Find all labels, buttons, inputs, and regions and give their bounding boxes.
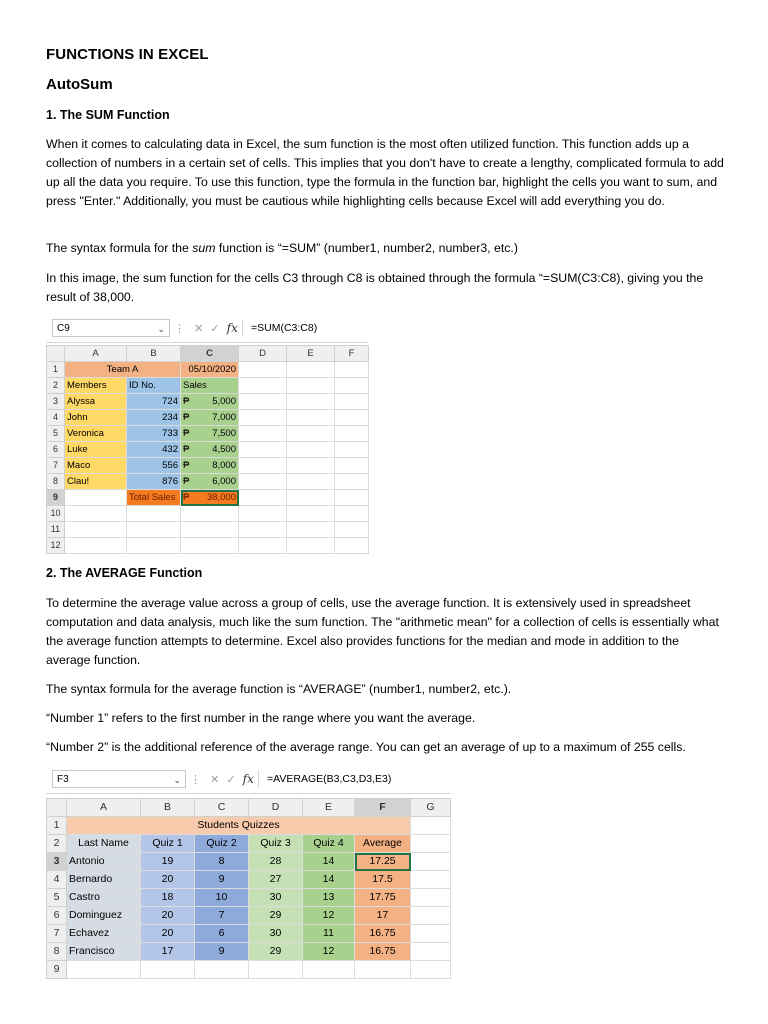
id-header-cell[interactable]: ID No. (127, 378, 181, 394)
row-header[interactable]: 7 (47, 458, 65, 474)
row-header[interactable]: 8 (47, 474, 65, 490)
sales-value: 7,500 (212, 428, 236, 439)
table-row (47, 835, 451, 853)
row-header[interactable]: 1 (47, 817, 67, 835)
average-header-cell[interactable]: Average (355, 835, 411, 853)
sales-header-cell[interactable]: Sales (181, 378, 239, 394)
peso-sign: ₱ (183, 492, 190, 503)
quiz3-cell[interactable]: 29 (249, 907, 303, 925)
row-header[interactable]: 12 (47, 538, 65, 554)
sales-cell[interactable] (181, 474, 239, 490)
column-header-row (47, 346, 369, 362)
cell[interactable] (65, 522, 127, 538)
column-header-d[interactable]: D (249, 799, 303, 817)
table-row (47, 474, 369, 490)
column-header-f[interactable]: F (335, 346, 369, 362)
cell[interactable] (65, 490, 127, 506)
quiz1-cell[interactable]: 20 (141, 925, 195, 943)
table-row (47, 490, 369, 506)
enter-check-icon[interactable]: ✓ (210, 323, 220, 335)
average-cell[interactable]: 17.5 (355, 871, 411, 889)
table-row (47, 943, 451, 961)
name-box-value: F3 (57, 774, 69, 785)
last-name-cell[interactable]: Castro (67, 889, 141, 907)
cell[interactable] (411, 835, 451, 853)
cell[interactable] (195, 961, 249, 979)
formula-bar (46, 315, 368, 343)
quiz4-cell[interactable]: 11 (303, 925, 355, 943)
row-header[interactable]: 9 (47, 490, 65, 506)
cancel-icon[interactable]: ✕ (210, 774, 220, 786)
member-name-cell[interactable]: Luke (65, 442, 127, 458)
section-subtitle-autosum: AutoSum (46, 76, 113, 93)
quiz1-cell[interactable]: 20 (141, 871, 195, 889)
cell[interactable] (411, 871, 451, 889)
sales-value: 8,000 (212, 460, 236, 471)
sales-cell[interactable] (181, 410, 239, 426)
column-header-b[interactable]: B (127, 346, 181, 362)
cell[interactable] (411, 961, 451, 979)
row-header[interactable]: 8 (47, 943, 67, 961)
row-header[interactable]: 2 (47, 378, 65, 394)
date-cell[interactable]: 05/10/2020 (181, 362, 239, 378)
quiz4-cell[interactable]: 14 (303, 853, 355, 871)
table-row (47, 394, 369, 410)
name-box-value: C9 (57, 323, 70, 334)
average-grid (46, 798, 451, 979)
total-value: 38,000 (206, 492, 236, 503)
row-header[interactable]: 3 (47, 394, 65, 410)
cell[interactable] (287, 490, 335, 506)
column-header-e[interactable]: E (303, 799, 355, 817)
row-header[interactable]: 5 (47, 426, 65, 442)
cell[interactable] (287, 458, 335, 474)
insert-function-icon[interactable]: fx (226, 321, 238, 335)
cell[interactable] (239, 394, 287, 410)
column-header-g[interactable]: G (411, 799, 451, 817)
average-cell[interactable]: 17 (355, 907, 411, 925)
cell[interactable] (65, 538, 127, 554)
cell[interactable] (239, 490, 287, 506)
average-paragraph-1: To determine the average value across a group of cells, use the average function. It is extensively used in spreadsheet computation and data analysis, much like the sum function. The "arithmetic mean" for a collection of cells is essentially what the average function attempts to determine. Excel also provides functions for the median and mode in addition to the average function. (46, 596, 719, 667)
chevron-down-icon[interactable]: ⌄ (173, 775, 181, 785)
id-cell[interactable]: 234 (127, 410, 181, 426)
table-row (47, 925, 451, 943)
cell[interactable] (335, 474, 369, 490)
cell[interactable] (335, 362, 369, 378)
cell[interactable] (287, 378, 335, 394)
sum-syntax-paragraph (46, 239, 726, 258)
cell[interactable] (181, 538, 239, 554)
team-cell[interactable]: Team A (65, 362, 181, 378)
cell[interactable] (335, 506, 369, 522)
formula-input[interactable]: =SUM(C3:C8) (242, 319, 371, 337)
average-heading: 2. The AVERAGE Function (46, 566, 203, 580)
average-cell[interactable]: 16.75 (355, 943, 411, 961)
cell[interactable] (67, 961, 141, 979)
cell[interactable] (287, 426, 335, 442)
total-sales-value-cell[interactable] (181, 490, 239, 506)
cell[interactable] (127, 538, 181, 554)
row-header[interactable]: 5 (47, 889, 67, 907)
table-row (47, 442, 369, 458)
id-cell[interactable]: 733 (127, 426, 181, 442)
peso-sign: ₱ (183, 412, 190, 423)
row-header[interactable]: 4 (47, 410, 65, 426)
average-cell-selected[interactable]: 17.25 (355, 853, 411, 871)
sum-spreadsheet-screenshot (46, 315, 368, 551)
table-row (47, 522, 369, 538)
table-row (47, 378, 369, 394)
quiz1-cell[interactable]: 18 (141, 889, 195, 907)
quiz2-header-cell[interactable]: Quiz 2 (195, 835, 249, 853)
id-cell[interactable]: 556 (127, 458, 181, 474)
row-header[interactable]: 4 (47, 871, 67, 889)
quiz2-cell[interactable]: 8 (195, 853, 249, 871)
sum-syntax-after: function is “=SUM” (number1, number2, number3, etc.) (215, 241, 518, 255)
cell[interactable] (239, 458, 287, 474)
id-cell[interactable]: 876 (127, 474, 181, 490)
quiz1-header-cell[interactable]: Quiz 1 (141, 835, 195, 853)
quiz2-cell[interactable]: 9 (195, 871, 249, 889)
sales-cell[interactable] (181, 394, 239, 410)
member-name-cell[interactable]: Veronica (65, 426, 127, 442)
quiz2-cell[interactable]: 7 (195, 907, 249, 925)
row-header[interactable]: 6 (47, 907, 67, 925)
cell[interactable] (287, 394, 335, 410)
last-name-cell[interactable]: Francisco (67, 943, 141, 961)
sales-cell[interactable] (181, 458, 239, 474)
cell[interactable] (411, 817, 451, 835)
cell[interactable] (335, 458, 369, 474)
quiz3-cell[interactable]: 27 (249, 871, 303, 889)
quiz3-header-cell[interactable]: Quiz 3 (249, 835, 303, 853)
quiz4-cell[interactable]: 12 (303, 907, 355, 925)
cell[interactable] (335, 538, 369, 554)
table-row (47, 506, 369, 522)
document-title: FUNCTIONS IN EXCEL (46, 46, 209, 63)
sales-value: 6,000 (212, 476, 236, 487)
column-header-b[interactable]: B (141, 799, 195, 817)
member-name-cell[interactable]: Maco (65, 458, 127, 474)
cancel-icon[interactable]: ✕ (194, 323, 204, 335)
cell[interactable] (239, 442, 287, 458)
members-header-cell[interactable]: Members (65, 378, 127, 394)
table-row (47, 853, 451, 871)
more-options-icon: ⋮ (174, 323, 185, 335)
cell[interactable] (335, 394, 369, 410)
row-header[interactable]: 11 (47, 522, 65, 538)
average-cell[interactable]: 17.75 (355, 889, 411, 907)
average-paragraph-4: “Number 2” is the additional reference of the average range. You can get an average of up to a maximum of 255 cells. (46, 740, 686, 754)
cell[interactable] (239, 426, 287, 442)
cell[interactable] (127, 506, 181, 522)
last-name-cell[interactable]: Bernardo (67, 871, 141, 889)
table-row (47, 817, 451, 835)
chevron-down-icon[interactable]: ⌄ (157, 324, 165, 334)
peso-sign: ₱ (183, 428, 190, 439)
column-header-d[interactable]: D (239, 346, 287, 362)
table-row (47, 889, 451, 907)
quiz3-cell[interactable]: 28 (249, 853, 303, 871)
table-row (47, 426, 369, 442)
table-row (47, 907, 451, 925)
name-box[interactable] (52, 770, 186, 788)
quiz1-cell[interactable]: 17 (141, 943, 195, 961)
column-header-row (47, 799, 451, 817)
peso-sign: ₱ (183, 476, 190, 487)
sum-paragraph-1: When it comes to calculating data in Excel, the sum function is the most often utilized function. This function adds up a collection of numbers in a certain set of cells. This implies that you don't have to create a lengthy, complicated formula to add up all the data you require. To use this function, type the formula in the function bar, highlight the cells you want to sum, and press "Enter." Additionally, you must be cautious while highlighting cells because Excel will add everything you do. (46, 137, 724, 208)
table-row (47, 410, 369, 426)
cell[interactable] (287, 474, 335, 490)
sales-cell[interactable] (181, 442, 239, 458)
select-all-corner[interactable] (47, 799, 67, 817)
formula-input[interactable]: =AVERAGE(B3,C3,D3,E3) (258, 770, 453, 788)
peso-sign: ₱ (183, 396, 190, 407)
id-cell[interactable]: 724 (127, 394, 181, 410)
cell[interactable] (65, 506, 127, 522)
quiz3-cell[interactable]: 30 (249, 889, 303, 907)
sum-heading: 1. The SUM Function (46, 108, 170, 122)
last-name-cell[interactable]: Dominguez (67, 907, 141, 925)
cell[interactable] (239, 522, 287, 538)
id-cell[interactable]: 432 (127, 442, 181, 458)
quiz2-cell[interactable]: 6 (195, 925, 249, 943)
cell[interactable] (239, 410, 287, 426)
cell[interactable] (239, 474, 287, 490)
average-cell[interactable]: 16.75 (355, 925, 411, 943)
row-header[interactable]: 2 (47, 835, 67, 853)
cell[interactable] (239, 506, 287, 522)
cell[interactable] (411, 925, 451, 943)
row-header[interactable]: 9 (47, 961, 67, 979)
cell[interactable] (287, 506, 335, 522)
quiz1-cell[interactable]: 20 (141, 907, 195, 925)
sum-syntax-before: The syntax formula for the (46, 241, 193, 255)
table-row (47, 871, 451, 889)
cell[interactable] (181, 522, 239, 538)
cell[interactable] (411, 853, 451, 871)
cell[interactable] (127, 522, 181, 538)
quiz3-cell[interactable]: 30 (249, 925, 303, 943)
formula-bar-icons (174, 319, 238, 338)
column-header-c[interactable]: C (195, 799, 249, 817)
cell[interactable] (287, 442, 335, 458)
column-header-a[interactable]: A (67, 799, 141, 817)
table-row (47, 538, 369, 554)
students-quizzes-title-cell[interactable]: Students Quizzes (67, 817, 411, 835)
sales-cell[interactable] (181, 426, 239, 442)
select-all-corner[interactable] (47, 346, 65, 362)
quiz2-cell[interactable]: 10 (195, 889, 249, 907)
quiz4-cell[interactable]: 13 (303, 889, 355, 907)
cell[interactable] (239, 362, 287, 378)
quiz4-cell[interactable]: 12 (303, 943, 355, 961)
row-header[interactable]: 10 (47, 506, 65, 522)
sales-value: 7,000 (212, 412, 236, 423)
table-row (47, 961, 451, 979)
last-name-cell[interactable]: Antonio (67, 853, 141, 871)
cell[interactable] (411, 889, 451, 907)
formula-bar-icons (190, 770, 254, 789)
column-header-a[interactable]: A (65, 346, 127, 362)
total-sales-label-cell[interactable]: Total Sales (127, 490, 181, 506)
cell[interactable] (249, 961, 303, 979)
average-paragraph-2: The syntax formula for the average function is “AVERAGE” (number1, number2, etc.). (46, 682, 512, 696)
cell[interactable] (335, 378, 369, 394)
sales-value: 4,500 (212, 444, 236, 455)
name-box[interactable] (52, 319, 170, 337)
last-name-header-cell[interactable]: Last Name (67, 835, 141, 853)
column-header-e[interactable]: E (287, 346, 335, 362)
average-paragraph-3: “Number 1” refers to the first number in the range where you want the average. (46, 711, 476, 725)
last-name-cell[interactable]: Echavez (67, 925, 141, 943)
formula-bar (46, 766, 450, 794)
cell[interactable] (287, 522, 335, 538)
sum-grid (46, 345, 369, 554)
peso-sign: ₱ (183, 444, 190, 455)
quiz2-cell[interactable]: 9 (195, 943, 249, 961)
insert-function-icon[interactable]: fx (242, 772, 254, 786)
member-name-cell[interactable]: Alyssa (65, 394, 127, 410)
cell[interactable] (411, 907, 451, 925)
row-header[interactable]: 7 (47, 925, 67, 943)
cell[interactable] (141, 961, 195, 979)
cell[interactable] (239, 378, 287, 394)
row-header[interactable]: 6 (47, 442, 65, 458)
column-header-f[interactable]: F (355, 799, 411, 817)
table-row (47, 362, 369, 378)
peso-sign: ₱ (183, 460, 190, 471)
row-header[interactable]: 1 (47, 362, 65, 378)
average-spreadsheet-screenshot (46, 766, 450, 974)
cell[interactable] (411, 943, 451, 961)
cell[interactable] (335, 490, 369, 506)
cell[interactable] (239, 538, 287, 554)
cell[interactable] (335, 410, 369, 426)
cell[interactable] (335, 426, 369, 442)
row-header[interactable]: 3 (47, 853, 67, 871)
quiz3-cell[interactable]: 29 (249, 943, 303, 961)
quiz4-cell[interactable]: 14 (303, 871, 355, 889)
sum-syntax-emphasis: sum (192, 241, 216, 255)
cell[interactable] (287, 362, 335, 378)
cell[interactable] (335, 442, 369, 458)
cell[interactable] (355, 961, 411, 979)
table-row (47, 458, 369, 474)
member-name-cell[interactable]: Clau! (65, 474, 127, 490)
member-name-cell[interactable]: John (65, 410, 127, 426)
cell[interactable] (303, 961, 355, 979)
sum-paragraph-3: In this image, the sum function for the cells C3 through C8 is obtained through the formula “=SUM(C3:C8), giving you the result of 38,000. (46, 271, 704, 304)
sales-value: 5,000 (212, 396, 236, 407)
cell[interactable] (287, 410, 335, 426)
cell[interactable] (287, 538, 335, 554)
cell[interactable] (181, 506, 239, 522)
cell[interactable] (335, 522, 369, 538)
quiz4-header-cell[interactable]: Quiz 4 (303, 835, 355, 853)
column-header-c[interactable]: C (181, 346, 239, 362)
quiz1-cell[interactable]: 19 (141, 853, 195, 871)
enter-check-icon[interactable]: ✓ (226, 774, 236, 786)
more-options-icon: ⋮ (190, 774, 201, 786)
